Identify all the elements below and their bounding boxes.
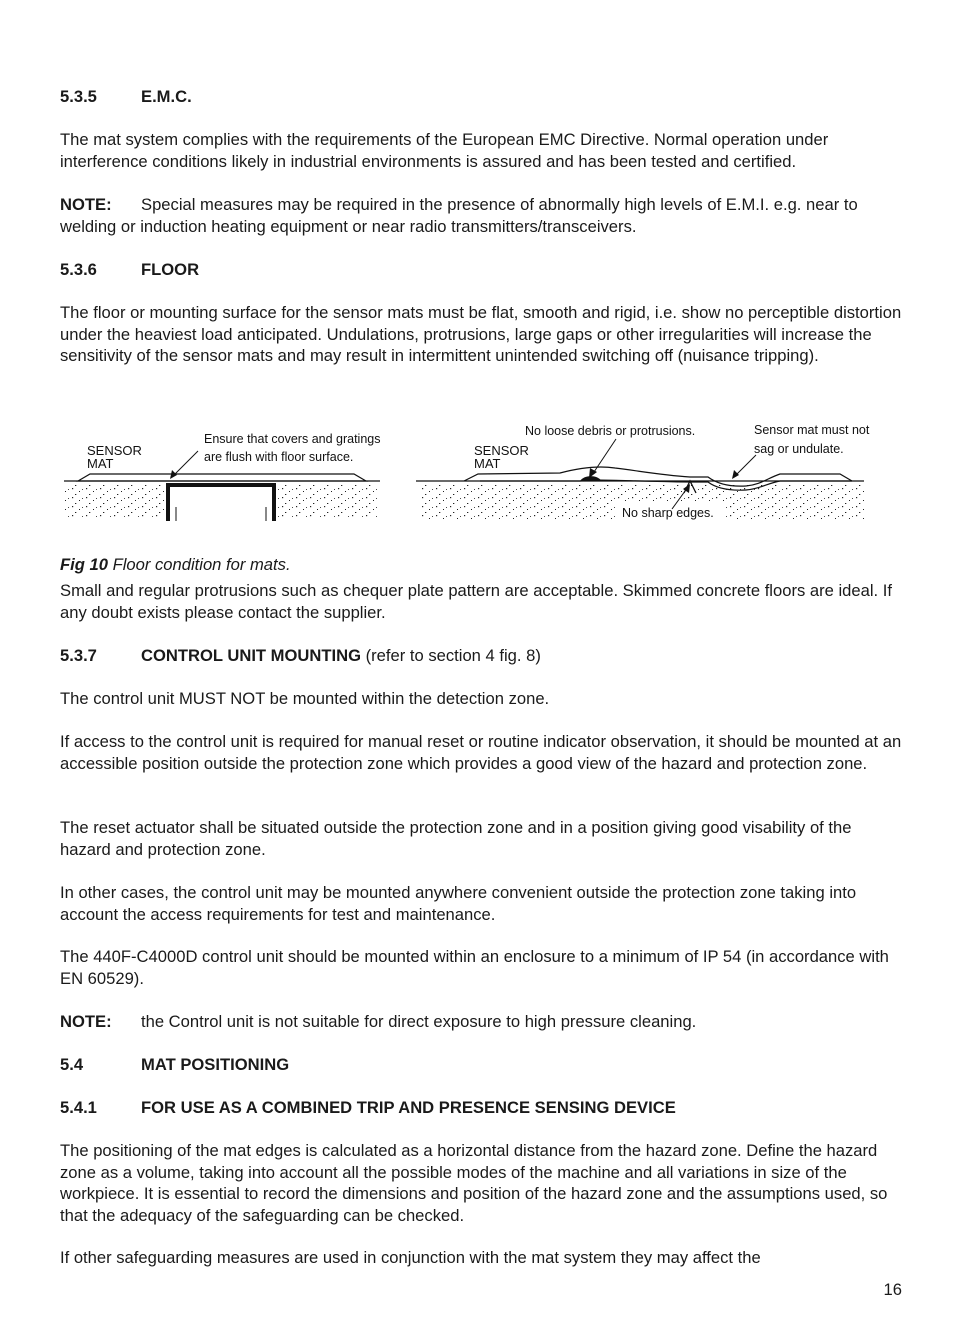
control-unit-paragraph-2: If access to the control unit is required for manual reset or routine indicator observation, it should be mounted at an accessible position outside the protection zone which provides a good view of the hazard and protection zone. [60,732,902,773]
control-unit-paragraph-4: In other cases, the control unit may be mounted anywhere convenient outside the protection zone taking into account the access requirements for test and maintenance. [60,883,857,924]
section-5-4-heading: 5.4 MAT POSITIONING [60,1055,290,1074]
left-diagram [64,432,381,523]
page-number: 16 [883,1280,902,1299]
section-5-4-1-heading: 5.4.1 FOR USE AS A COMBINED TRIP AND PRESENCE SENSING DEVICE [60,1098,676,1117]
cleaning-note: NOTE: the Control unit is not suitable for direct exposure to high pressure cleaning. [60,1012,697,1031]
safeguarding-paragraph: If other safeguarding measures are used in conjunction with the mat system they may affect the [60,1248,761,1267]
positioning-paragraph: The positioning of the mat edges is calculated as a horizontal distance from the hazard zone. Define the hazard zone as a volume, taking into account all the possible modes of the machine and all variations in size of the workpiece. It is essential to record the dimensions and position of the hazard zone and the assumptions used, so that the adequacy of the safeguarding can be checked. [60,1141,888,1225]
left-grating-pit [166,483,276,523]
right-sensor-label: SENSOR [474,443,529,458]
protrusions-paragraph: Small and regular protrusions such as chequer plate pattern are acceptable. Skimmed concrete floors are ideal. If any doubt exists please contact the supplier. [60,581,892,622]
floor-paragraph: The floor or mounting surface for the sensor mats must be flat, smooth and rigid, i.e. show no perceptible distortion under the heaviest load anticipated. Undulations, protrusions, large gaps or other irregularities will increase the sensitivity of the sensor mats and may result in intermittent unintended switching off (nuisance tripping). [60,303,902,366]
section-5-3-7-heading: 5.3.7 CONTROL UNIT MOUNTING (refer to section 4 fig. 8) [60,646,541,665]
sag-label-line-2: sag or undulate. [754,442,844,456]
left-sensor-label: SENSOR [87,443,142,458]
right-mat-label: MAT [474,456,501,471]
left-mat-label: MAT [87,456,114,471]
control-unit-paragraph-1: The control unit MUST NOT be mounted within the detection zone. [60,689,550,708]
sharp-label: No sharp edges. [622,506,714,520]
left-arrow [172,451,198,477]
control-unit-paragraph-5: The 440F-C4000D control unit should be mounted within an enclosure to a minimum of IP 54 (in accordance with EN 60529). [60,947,889,988]
right-diagram [416,423,870,520]
sag-label-line-1: Sensor mat must not [754,423,870,437]
emc-note: NOTE: Special measures may be required in the presence of abnormally high levels of E.M.I. e.g. near to welding or induction heating equipment or near radio transmitters/transceivers. [60,195,858,236]
section-5-3-5-heading: 5.3.5 E.M.C. [60,87,192,106]
left-sensor-mat [78,474,366,481]
right-sensor-mat-top [464,467,852,486]
figure-caption: Fig 10 Floor condition for mats. [60,554,291,574]
left-note-line-2: are flush with floor surface. [204,450,354,464]
section-5-3-6-heading: 5.3.6 FLOOR [60,260,200,279]
emc-paragraph: The mat system complies with the requirements of the European EMC Directive. Normal operation under interference conditions likely in industrial environments is assured and has been tested and certified. [60,130,829,171]
floor-condition-figure [0,415,954,530]
left-note-line-1: Ensure that covers and gratings [204,432,381,446]
debris-label: No loose debris or protrusions. [525,424,696,438]
debris-lump [580,476,602,481]
control-unit-paragraph-3: The reset actuator shall be situated outside the protection zone and in a position giving good visability of the hazard and protection zone. [60,818,852,859]
debris-arrow [592,439,616,475]
